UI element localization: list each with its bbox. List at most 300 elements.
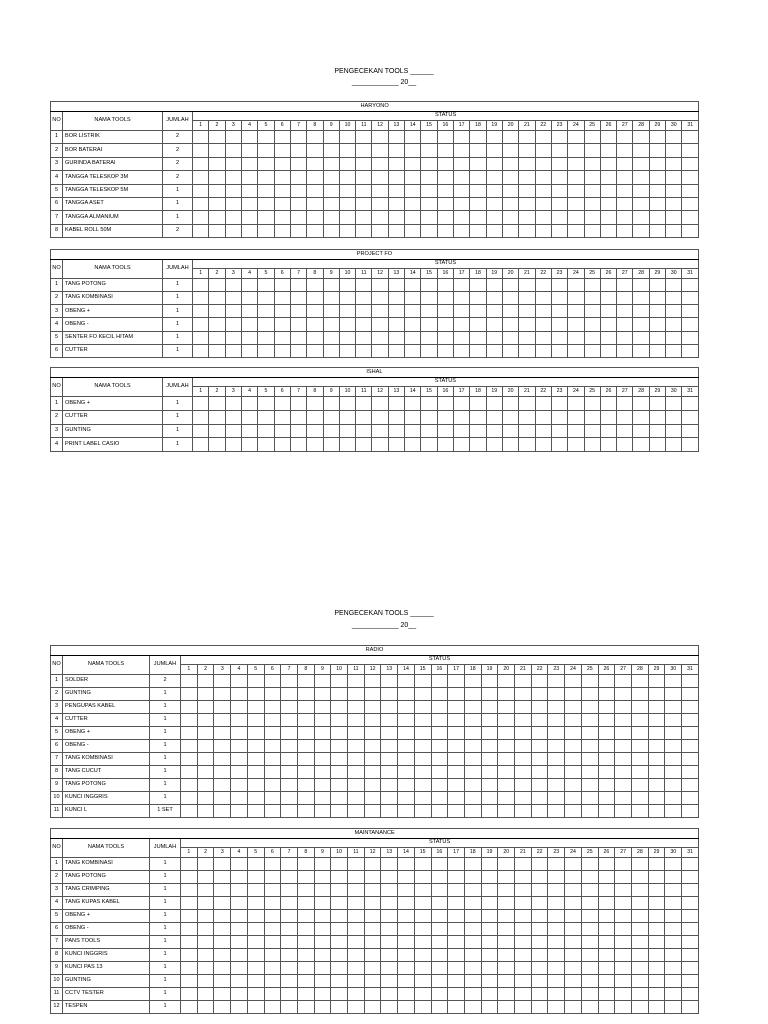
status-cell[interactable] bbox=[281, 753, 298, 766]
status-cell[interactable] bbox=[214, 753, 231, 766]
status-cell[interactable] bbox=[682, 740, 699, 753]
status-cell[interactable] bbox=[498, 975, 515, 988]
status-cell[interactable] bbox=[356, 171, 372, 184]
status-cell[interactable] bbox=[464, 753, 481, 766]
status-cell[interactable] bbox=[264, 792, 281, 805]
status-cell[interactable] bbox=[405, 292, 421, 305]
status-cell[interactable] bbox=[633, 211, 649, 224]
status-cell[interactable] bbox=[381, 753, 398, 766]
status-cell[interactable] bbox=[414, 766, 431, 779]
status-cell[interactable] bbox=[225, 410, 241, 424]
status-cell[interactable] bbox=[519, 131, 535, 144]
status-cell[interactable] bbox=[214, 936, 231, 949]
status-cell[interactable] bbox=[214, 805, 231, 818]
status-cell[interactable] bbox=[682, 779, 699, 792]
status-cell[interactable] bbox=[381, 884, 398, 897]
status-cell[interactable] bbox=[531, 988, 548, 1001]
status-cell[interactable] bbox=[421, 144, 437, 157]
status-cell[interactable] bbox=[290, 131, 306, 144]
status-cell[interactable] bbox=[181, 792, 198, 805]
status-cell[interactable] bbox=[617, 131, 633, 144]
status-cell[interactable] bbox=[307, 211, 323, 224]
status-cell[interactable] bbox=[314, 949, 331, 962]
status-cell[interactable] bbox=[648, 858, 665, 871]
status-cell[interactable] bbox=[648, 949, 665, 962]
status-cell[interactable] bbox=[581, 975, 598, 988]
status-cell[interactable] bbox=[290, 211, 306, 224]
status-cell[interactable] bbox=[581, 988, 598, 1001]
status-cell[interactable] bbox=[648, 779, 665, 792]
status-cell[interactable] bbox=[665, 871, 682, 884]
status-cell[interactable] bbox=[281, 936, 298, 949]
status-cell[interactable] bbox=[297, 923, 314, 936]
status-cell[interactable] bbox=[274, 211, 290, 224]
status-cell[interactable] bbox=[331, 962, 348, 975]
status-cell[interactable] bbox=[398, 675, 415, 688]
status-cell[interactable] bbox=[648, 727, 665, 740]
status-cell[interactable] bbox=[666, 318, 682, 331]
status-cell[interactable] bbox=[454, 305, 470, 318]
status-cell[interactable] bbox=[241, 397, 257, 411]
status-cell[interactable] bbox=[297, 936, 314, 949]
status-cell[interactable] bbox=[486, 224, 502, 237]
status-cell[interactable] bbox=[551, 144, 567, 157]
status-cell[interactable] bbox=[247, 727, 264, 740]
status-cell[interactable] bbox=[515, 910, 532, 923]
status-cell[interactable] bbox=[565, 962, 582, 975]
status-cell[interactable] bbox=[519, 171, 535, 184]
status-cell[interactable] bbox=[348, 714, 365, 727]
status-cell[interactable] bbox=[502, 410, 518, 424]
status-cell[interactable] bbox=[600, 305, 616, 318]
status-cell[interactable] bbox=[197, 701, 214, 714]
status-cell[interactable] bbox=[214, 975, 231, 988]
status-cell[interactable] bbox=[307, 224, 323, 237]
status-cell[interactable] bbox=[323, 438, 339, 452]
status-cell[interactable] bbox=[584, 157, 600, 170]
status-cell[interactable] bbox=[598, 688, 615, 701]
status-cell[interactable] bbox=[565, 884, 582, 897]
status-cell[interactable] bbox=[414, 792, 431, 805]
status-cell[interactable] bbox=[631, 884, 648, 897]
status-cell[interactable] bbox=[481, 766, 498, 779]
status-cell[interactable] bbox=[437, 397, 453, 411]
status-cell[interactable] bbox=[381, 936, 398, 949]
status-cell[interactable] bbox=[584, 410, 600, 424]
status-cell[interactable] bbox=[437, 211, 453, 224]
status-cell[interactable] bbox=[615, 766, 632, 779]
status-cell[interactable] bbox=[600, 344, 616, 357]
status-cell[interactable] bbox=[565, 792, 582, 805]
status-cell[interactable] bbox=[584, 131, 600, 144]
status-cell[interactable] bbox=[241, 157, 257, 170]
status-cell[interactable] bbox=[498, 923, 515, 936]
status-cell[interactable] bbox=[682, 397, 698, 411]
status-cell[interactable] bbox=[584, 211, 600, 224]
status-cell[interactable] bbox=[682, 805, 699, 818]
status-cell[interactable] bbox=[470, 424, 486, 438]
status-cell[interactable] bbox=[617, 410, 633, 424]
status-cell[interactable] bbox=[431, 805, 448, 818]
status-cell[interactable] bbox=[388, 318, 404, 331]
status-cell[interactable] bbox=[281, 714, 298, 727]
status-cell[interactable] bbox=[535, 410, 551, 424]
status-cell[interactable] bbox=[181, 805, 198, 818]
status-cell[interactable] bbox=[481, 858, 498, 871]
status-cell[interactable] bbox=[531, 714, 548, 727]
status-cell[interactable] bbox=[535, 184, 551, 197]
status-cell[interactable] bbox=[615, 897, 632, 910]
status-cell[interactable] bbox=[437, 424, 453, 438]
status-cell[interactable] bbox=[519, 157, 535, 170]
status-cell[interactable] bbox=[565, 871, 582, 884]
status-cell[interactable] bbox=[600, 318, 616, 331]
status-cell[interactable] bbox=[481, 701, 498, 714]
status-cell[interactable] bbox=[331, 766, 348, 779]
status-cell[interactable] bbox=[531, 897, 548, 910]
status-cell[interactable] bbox=[372, 144, 388, 157]
status-cell[interactable] bbox=[648, 988, 665, 1001]
status-cell[interactable] bbox=[431, 897, 448, 910]
status-cell[interactable] bbox=[225, 279, 241, 292]
status-cell[interactable] bbox=[314, 871, 331, 884]
status-cell[interactable] bbox=[682, 949, 699, 962]
status-cell[interactable] bbox=[665, 727, 682, 740]
status-cell[interactable] bbox=[633, 171, 649, 184]
status-cell[interactable] bbox=[421, 224, 437, 237]
status-cell[interactable] bbox=[231, 792, 248, 805]
status-cell[interactable] bbox=[241, 224, 257, 237]
status-cell[interactable] bbox=[314, 988, 331, 1001]
status-cell[interactable] bbox=[665, 988, 682, 1001]
status-cell[interactable] bbox=[314, 753, 331, 766]
status-cell[interactable] bbox=[548, 714, 565, 727]
status-cell[interactable] bbox=[398, 884, 415, 897]
status-cell[interactable] bbox=[209, 131, 225, 144]
status-cell[interactable] bbox=[297, 949, 314, 962]
status-cell[interactable] bbox=[548, 871, 565, 884]
status-cell[interactable] bbox=[398, 988, 415, 1001]
status-cell[interactable] bbox=[648, 884, 665, 897]
status-cell[interactable] bbox=[584, 292, 600, 305]
status-cell[interactable] bbox=[600, 197, 616, 210]
status-cell[interactable] bbox=[264, 753, 281, 766]
status-cell[interactable] bbox=[464, 975, 481, 988]
status-cell[interactable] bbox=[307, 305, 323, 318]
status-cell[interactable] bbox=[274, 318, 290, 331]
status-cell[interactable] bbox=[502, 211, 518, 224]
status-cell[interactable] bbox=[498, 988, 515, 1001]
status-cell[interactable] bbox=[193, 197, 209, 210]
status-cell[interactable] bbox=[649, 171, 665, 184]
status-cell[interactable] bbox=[682, 871, 699, 884]
status-cell[interactable] bbox=[515, 858, 532, 871]
status-cell[interactable] bbox=[209, 184, 225, 197]
status-cell[interactable] bbox=[398, 805, 415, 818]
status-cell[interactable] bbox=[548, 675, 565, 688]
status-cell[interactable] bbox=[486, 438, 502, 452]
status-cell[interactable] bbox=[535, 344, 551, 357]
status-cell[interactable] bbox=[648, 923, 665, 936]
status-cell[interactable] bbox=[307, 279, 323, 292]
status-cell[interactable] bbox=[568, 144, 584, 157]
status-cell[interactable] bbox=[548, 766, 565, 779]
status-cell[interactable] bbox=[598, 779, 615, 792]
status-cell[interactable] bbox=[648, 962, 665, 975]
status-cell[interactable] bbox=[231, 897, 248, 910]
status-cell[interactable] bbox=[364, 1001, 381, 1014]
status-cell[interactable] bbox=[258, 292, 274, 305]
status-cell[interactable] bbox=[381, 858, 398, 871]
status-cell[interactable] bbox=[264, 988, 281, 1001]
status-cell[interactable] bbox=[209, 197, 225, 210]
status-cell[interactable] bbox=[290, 144, 306, 157]
status-cell[interactable] bbox=[665, 714, 682, 727]
status-cell[interactable] bbox=[531, 962, 548, 975]
status-cell[interactable] bbox=[665, 740, 682, 753]
status-cell[interactable] bbox=[209, 279, 225, 292]
status-cell[interactable] bbox=[364, 779, 381, 792]
status-cell[interactable] bbox=[209, 318, 225, 331]
status-cell[interactable] bbox=[598, 766, 615, 779]
status-cell[interactable] bbox=[600, 157, 616, 170]
status-cell[interactable] bbox=[498, 936, 515, 949]
status-cell[interactable] bbox=[631, 897, 648, 910]
status-cell[interactable] bbox=[464, 1001, 481, 1014]
status-cell[interactable] bbox=[290, 184, 306, 197]
status-cell[interactable] bbox=[290, 438, 306, 452]
status-cell[interactable] bbox=[281, 975, 298, 988]
status-cell[interactable] bbox=[454, 224, 470, 237]
status-cell[interactable] bbox=[356, 292, 372, 305]
status-cell[interactable] bbox=[531, 923, 548, 936]
status-cell[interactable] bbox=[398, 792, 415, 805]
status-cell[interactable] bbox=[600, 211, 616, 224]
status-cell[interactable] bbox=[281, 910, 298, 923]
status-cell[interactable] bbox=[388, 292, 404, 305]
status-cell[interactable] bbox=[631, 688, 648, 701]
status-cell[interactable] bbox=[648, 805, 665, 818]
status-cell[interactable] bbox=[181, 923, 198, 936]
status-cell[interactable] bbox=[481, 675, 498, 688]
status-cell[interactable] bbox=[241, 344, 257, 357]
status-cell[interactable] bbox=[498, 792, 515, 805]
status-cell[interactable] bbox=[381, 910, 398, 923]
status-cell[interactable] bbox=[470, 305, 486, 318]
status-cell[interactable] bbox=[398, 871, 415, 884]
status-cell[interactable] bbox=[481, 727, 498, 740]
status-cell[interactable] bbox=[568, 438, 584, 452]
status-cell[interactable] bbox=[448, 988, 465, 1001]
status-cell[interactable] bbox=[615, 779, 632, 792]
status-cell[interactable] bbox=[405, 197, 421, 210]
status-cell[interactable] bbox=[193, 292, 209, 305]
status-cell[interactable] bbox=[274, 438, 290, 452]
status-cell[interactable] bbox=[290, 171, 306, 184]
status-cell[interactable] bbox=[437, 171, 453, 184]
status-cell[interactable] bbox=[535, 171, 551, 184]
status-cell[interactable] bbox=[214, 675, 231, 688]
status-cell[interactable] bbox=[225, 438, 241, 452]
status-cell[interactable] bbox=[481, 910, 498, 923]
status-cell[interactable] bbox=[225, 197, 241, 210]
status-cell[interactable] bbox=[565, 949, 582, 962]
status-cell[interactable] bbox=[615, 675, 632, 688]
status-cell[interactable] bbox=[649, 144, 665, 157]
status-cell[interactable] bbox=[339, 424, 355, 438]
status-cell[interactable] bbox=[649, 292, 665, 305]
status-cell[interactable] bbox=[519, 410, 535, 424]
status-cell[interactable] bbox=[398, 727, 415, 740]
status-cell[interactable] bbox=[372, 397, 388, 411]
status-cell[interactable] bbox=[470, 157, 486, 170]
status-cell[interactable] bbox=[364, 949, 381, 962]
status-cell[interactable] bbox=[531, 753, 548, 766]
status-cell[interactable] bbox=[339, 211, 355, 224]
status-cell[interactable] bbox=[281, 779, 298, 792]
status-cell[interactable] bbox=[682, 910, 699, 923]
status-cell[interactable] bbox=[448, 962, 465, 975]
status-cell[interactable] bbox=[247, 897, 264, 910]
status-cell[interactable] bbox=[551, 131, 567, 144]
status-cell[interactable] bbox=[498, 727, 515, 740]
status-cell[interactable] bbox=[568, 224, 584, 237]
status-cell[interactable] bbox=[264, 1001, 281, 1014]
status-cell[interactable] bbox=[247, 805, 264, 818]
status-cell[interactable] bbox=[381, 949, 398, 962]
status-cell[interactable] bbox=[568, 157, 584, 170]
status-cell[interactable] bbox=[454, 279, 470, 292]
status-cell[interactable] bbox=[565, 923, 582, 936]
status-cell[interactable] bbox=[548, 975, 565, 988]
status-cell[interactable] bbox=[464, 910, 481, 923]
status-cell[interactable] bbox=[565, 779, 582, 792]
status-cell[interactable] bbox=[241, 279, 257, 292]
status-cell[interactable] bbox=[274, 184, 290, 197]
status-cell[interactable] bbox=[535, 397, 551, 411]
status-cell[interactable] bbox=[181, 688, 198, 701]
status-cell[interactable] bbox=[307, 410, 323, 424]
status-cell[interactable] bbox=[581, 688, 598, 701]
status-cell[interactable] bbox=[405, 305, 421, 318]
status-cell[interactable] bbox=[274, 410, 290, 424]
status-cell[interactable] bbox=[515, 805, 532, 818]
status-cell[interactable] bbox=[431, 936, 448, 949]
status-cell[interactable] bbox=[648, 675, 665, 688]
status-cell[interactable] bbox=[666, 131, 682, 144]
status-cell[interactable] bbox=[454, 171, 470, 184]
status-cell[interactable] bbox=[598, 988, 615, 1001]
status-cell[interactable] bbox=[405, 171, 421, 184]
status-cell[interactable] bbox=[381, 766, 398, 779]
status-cell[interactable] bbox=[314, 714, 331, 727]
status-cell[interactable] bbox=[665, 805, 682, 818]
status-cell[interactable] bbox=[682, 331, 699, 344]
status-cell[interactable] bbox=[348, 675, 365, 688]
status-cell[interactable] bbox=[209, 224, 225, 237]
status-cell[interactable] bbox=[281, 727, 298, 740]
status-cell[interactable] bbox=[297, 701, 314, 714]
status-cell[interactable] bbox=[437, 292, 453, 305]
status-cell[interactable] bbox=[464, 858, 481, 871]
status-cell[interactable] bbox=[225, 305, 241, 318]
status-cell[interactable] bbox=[339, 318, 355, 331]
status-cell[interactable] bbox=[431, 740, 448, 753]
status-cell[interactable] bbox=[381, 871, 398, 884]
status-cell[interactable] bbox=[470, 410, 486, 424]
status-cell[interactable] bbox=[323, 184, 339, 197]
status-cell[interactable] bbox=[535, 279, 551, 292]
status-cell[interactable] bbox=[548, 727, 565, 740]
status-cell[interactable] bbox=[454, 211, 470, 224]
status-cell[interactable] bbox=[598, 753, 615, 766]
status-cell[interactable] bbox=[290, 424, 306, 438]
status-cell[interactable] bbox=[617, 438, 633, 452]
status-cell[interactable] bbox=[381, 688, 398, 701]
status-cell[interactable] bbox=[448, 910, 465, 923]
status-cell[interactable] bbox=[197, 740, 214, 753]
status-cell[interactable] bbox=[405, 438, 421, 452]
status-cell[interactable] bbox=[486, 292, 502, 305]
status-cell[interactable] bbox=[581, 949, 598, 962]
status-cell[interactable] bbox=[548, 805, 565, 818]
status-cell[interactable] bbox=[225, 397, 241, 411]
status-cell[interactable] bbox=[682, 318, 699, 331]
status-cell[interactable] bbox=[502, 279, 518, 292]
status-cell[interactable] bbox=[297, 805, 314, 818]
status-cell[interactable] bbox=[431, 753, 448, 766]
status-cell[interactable] bbox=[631, 766, 648, 779]
status-cell[interactable] bbox=[598, 714, 615, 727]
status-cell[interactable] bbox=[502, 331, 518, 344]
status-cell[interactable] bbox=[372, 197, 388, 210]
status-cell[interactable] bbox=[181, 949, 198, 962]
status-cell[interactable] bbox=[193, 305, 209, 318]
status-cell[interactable] bbox=[231, 988, 248, 1001]
status-cell[interactable] bbox=[551, 224, 567, 237]
status-cell[interactable] bbox=[364, 910, 381, 923]
status-cell[interactable] bbox=[209, 331, 225, 344]
status-cell[interactable] bbox=[231, 779, 248, 792]
status-cell[interactable] bbox=[297, 766, 314, 779]
status-cell[interactable] bbox=[666, 157, 682, 170]
status-cell[interactable] bbox=[364, 701, 381, 714]
status-cell[interactable] bbox=[565, 688, 582, 701]
status-cell[interactable] bbox=[584, 331, 600, 344]
status-cell[interactable] bbox=[414, 975, 431, 988]
status-cell[interactable] bbox=[519, 305, 535, 318]
status-cell[interactable] bbox=[502, 224, 518, 237]
status-cell[interactable] bbox=[531, 1001, 548, 1014]
status-cell[interactable] bbox=[421, 131, 437, 144]
status-cell[interactable] bbox=[388, 331, 404, 344]
status-cell[interactable] bbox=[405, 424, 421, 438]
status-cell[interactable] bbox=[682, 144, 699, 157]
status-cell[interactable] bbox=[372, 211, 388, 224]
status-cell[interactable] bbox=[339, 292, 355, 305]
status-cell[interactable] bbox=[431, 1001, 448, 1014]
status-cell[interactable] bbox=[548, 949, 565, 962]
status-cell[interactable] bbox=[364, 897, 381, 910]
status-cell[interactable] bbox=[666, 438, 682, 452]
status-cell[interactable] bbox=[486, 184, 502, 197]
status-cell[interactable] bbox=[431, 884, 448, 897]
status-cell[interactable] bbox=[615, 949, 632, 962]
status-cell[interactable] bbox=[581, 727, 598, 740]
status-cell[interactable] bbox=[568, 344, 584, 357]
status-cell[interactable] bbox=[247, 884, 264, 897]
status-cell[interactable] bbox=[193, 331, 209, 344]
